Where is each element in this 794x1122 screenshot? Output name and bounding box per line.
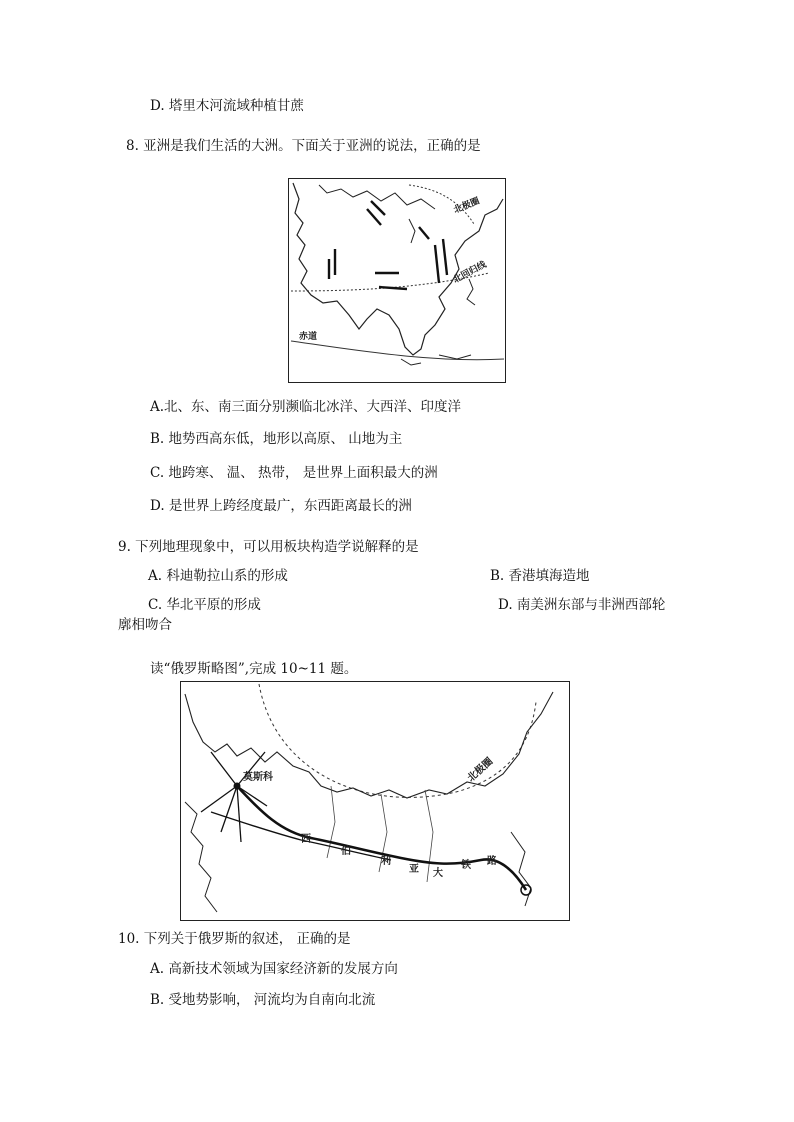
q8-option-b: B. 地势西高东低，地形以高原、 山地为主 — [150, 431, 403, 447]
russia-arctic-circle-line — [259, 684, 536, 797]
railway-char-7: 路 — [487, 856, 497, 867]
asia-arctic-label: 北极圈 — [452, 196, 482, 216]
q9-stem: 9. 下列地理现象中，可以用板块构造学说解释的是 — [118, 539, 419, 555]
railway-char-4: 亚 — [409, 864, 419, 875]
russia-intro: 读“俄罗斯略图”,完成 10~11 题。 — [150, 661, 358, 677]
russia-map — [180, 681, 570, 921]
q9-option-b: B. 香港填海造地 — [490, 568, 590, 584]
asia-tropic-label: 北回归线 — [451, 259, 489, 286]
q8-stem: 8. 亚洲是我们生活的大洲。下面关于亚洲的说法，正确的是 — [126, 138, 481, 154]
q10-option-b: B. 受地势影响， 河流均为自南向北流 — [150, 992, 376, 1008]
railway-char-5: 大 — [433, 868, 443, 879]
q9-option-d-continued: 廓相吻合 — [118, 617, 172, 633]
asia-equator-label: 赤道 — [299, 332, 318, 342]
railway-char-2: 伯 — [341, 846, 351, 857]
q9-option-c: C. 华北平原的形成 — [148, 597, 261, 613]
q9-option-d: D. 南美洲东部与非洲西部轮 — [498, 597, 666, 613]
moscow-label: 莫斯科 — [243, 772, 273, 783]
railway-char-6: 铁 — [461, 860, 471, 871]
equator-line — [291, 341, 504, 360]
asia-map — [288, 178, 506, 383]
q8-option-c: C. 地跨寒、 温、 热带， 是世界上面积最大的洲 — [150, 465, 438, 481]
q8-option-a: A.北、东、南三面分别濒临北冰洋、大西洋、印度洋 — [150, 399, 462, 415]
q8-option-d: D. 是世界上跨经度最广，东西距离最长的洲 — [150, 498, 412, 514]
trans-siberian-railway — [237, 786, 526, 890]
russia-arctic-label: 北极圈 — [465, 755, 496, 785]
q7-option-d: D. 塔里木河流域种植甘蔗 — [150, 98, 304, 114]
q9-option-a: A. 科迪勒拉山系的形成 — [148, 568, 288, 584]
railway-char-3: 利 — [381, 856, 391, 867]
q10-option-a: A. 高新技术领域为国家经济新的发展方向 — [150, 961, 398, 977]
q10-stem: 10. 下列关于俄罗斯的叙述， 正确的是 — [118, 931, 351, 947]
railway-char-1: 西 — [301, 834, 311, 845]
moscow-dot — [234, 783, 241, 790]
